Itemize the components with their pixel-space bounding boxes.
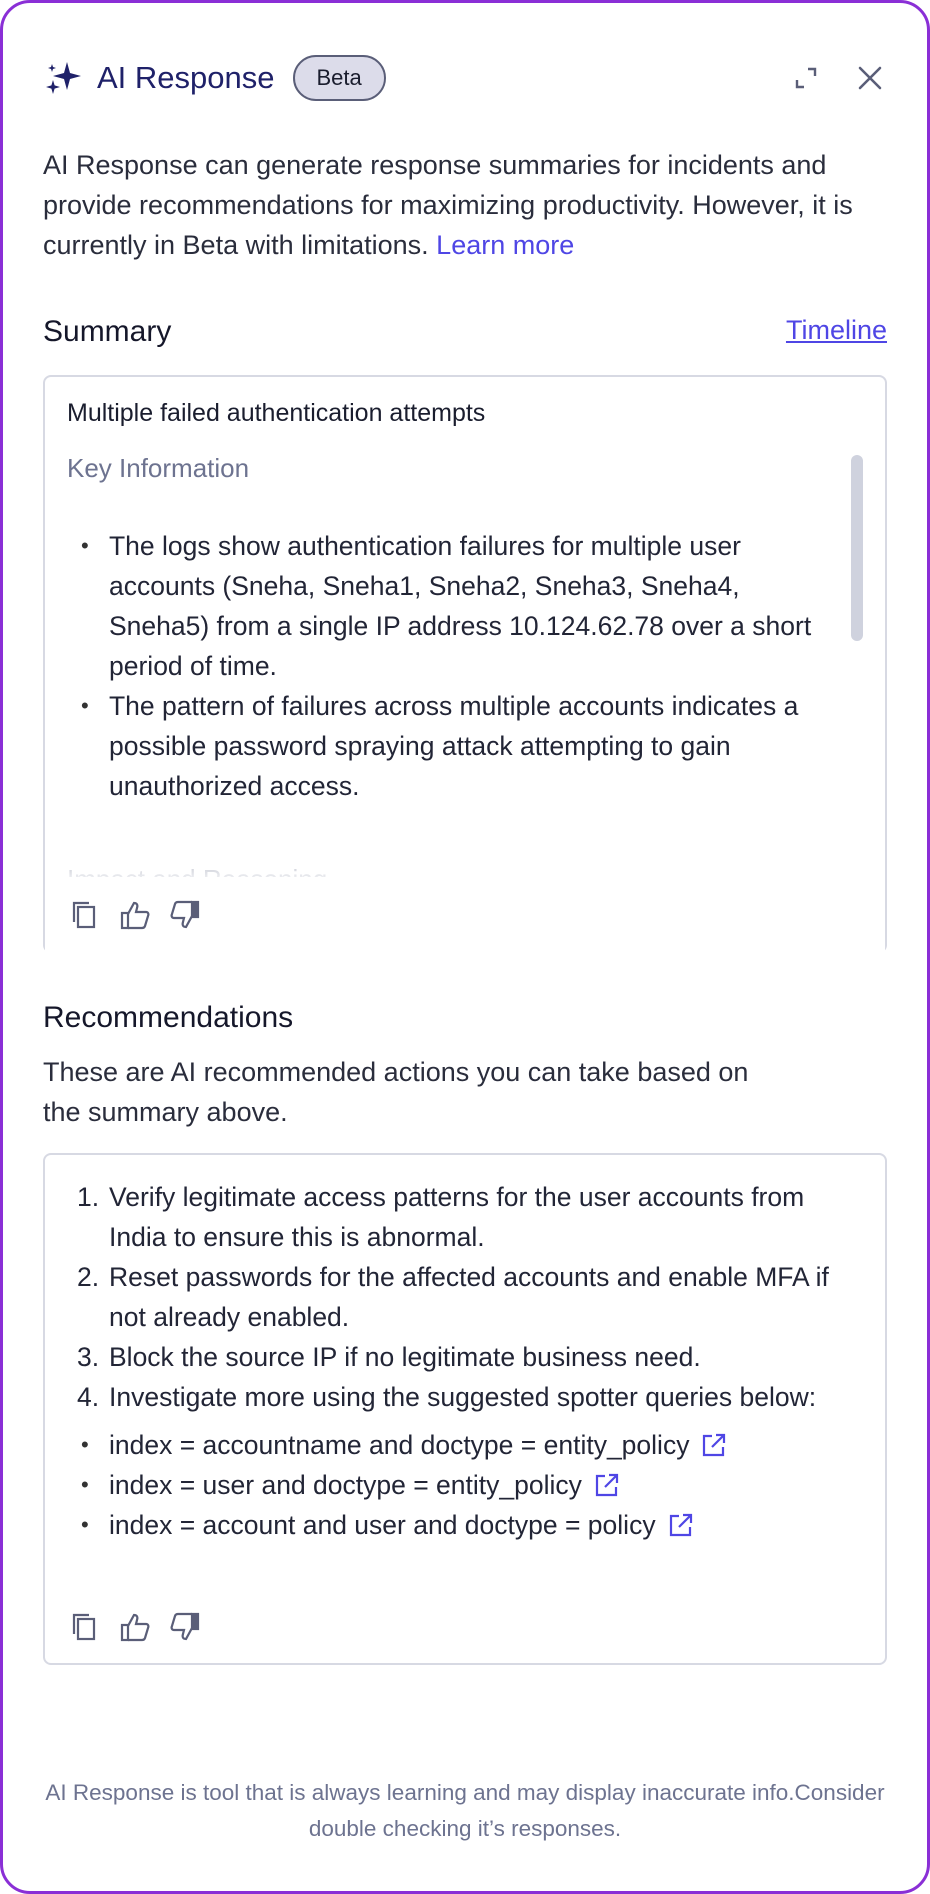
- summary-scroll-area[interactable]: [67, 453, 837, 853]
- list-item: [67, 1465, 863, 1505]
- thumbs-up-icon[interactable]: [119, 1611, 151, 1643]
- list-item: • The logs show authentication failures for multiple user accounts (Sneha, Sneha1, Sneha2, Sneha3, Sneha4, Sneha5) from a single IP address 10.124.62.78 over a short period of time.: [67, 526, 837, 686]
- step-number: 3.: [77, 1342, 100, 1372]
- recommendation-steps: [67, 1177, 863, 1417]
- list-item: [67, 1377, 863, 1417]
- external-link-icon[interactable]: [701, 1432, 727, 1458]
- expand-button[interactable]: [789, 61, 823, 95]
- panel-header: [43, 51, 887, 105]
- step-number: 4.: [77, 1382, 100, 1412]
- list-item: [67, 1505, 863, 1545]
- external-link-icon[interactable]: [668, 1512, 694, 1538]
- key-information-list: [67, 526, 837, 806]
- list-item: • The pattern of failures across multiple accounts indicates a possible password spraying attack attempting to gain unauthorized access.: [67, 686, 837, 806]
- thumbs-up-icon[interactable]: [119, 899, 151, 931]
- disclaimer-footer: AI Response is tool that is always learning and may display inaccurate info.Consider double checking it’s responses.: [45, 1780, 885, 1841]
- summary-card-title: Multiple failed authentication attempts: [67, 399, 486, 427]
- thumbs-down-icon[interactable]: [169, 899, 201, 931]
- step-text: Reset passwords for the affected accounts and enable MFA if not already enabled.: [109, 1262, 829, 1332]
- recommendations-content: [67, 1177, 863, 1545]
- summary-card: [43, 375, 887, 953]
- step-number: 2.: [77, 1262, 100, 1292]
- step-text: Verify legitimate access patterns for the user accounts from India to ensure this is abnormal.: [109, 1182, 805, 1252]
- header-actions: [789, 61, 887, 95]
- step-text: Investigate more using the suggested spotter queries below:: [109, 1382, 817, 1412]
- recommendations-heading: Recommendations: [43, 1001, 294, 1034]
- query-text: • index = user and doctype = entity_policy: [109, 1470, 582, 1500]
- list-item: [67, 1177, 863, 1257]
- key-information-heading: Key Information: [67, 453, 250, 483]
- timeline-link[interactable]: Timeline: [785, 315, 887, 345]
- query-text: • index = accountname and doctype = entity_policy: [109, 1430, 690, 1460]
- summary-heading: Summary: [43, 315, 172, 348]
- step-text: Block the source IP if no legitimate business need.: [109, 1342, 701, 1372]
- close-icon: [856, 64, 884, 92]
- list-item: [67, 1337, 863, 1377]
- sparkles-icon: [43, 58, 83, 98]
- learn-more-link[interactable]: Learn more: [436, 230, 575, 260]
- recommendations-feedback: [69, 1611, 201, 1643]
- summary-feedback: [69, 899, 201, 931]
- intro-description: AI Response can generate response summaries for incidents and provide recommendations for maximizing productivity. However, it is currently in Beta with limitations.: [43, 150, 853, 260]
- close-button[interactable]: [853, 61, 887, 95]
- copy-icon[interactable]: [69, 1611, 101, 1643]
- intro-text: [43, 145, 887, 265]
- recommendations-card: [43, 1153, 887, 1665]
- spotter-query-list: [67, 1425, 863, 1545]
- external-link-icon[interactable]: [594, 1472, 620, 1498]
- step-number: 1.: [77, 1182, 100, 1212]
- copy-icon[interactable]: [69, 899, 101, 931]
- summary-scrollbar[interactable]: [851, 455, 863, 641]
- thumbs-down-icon[interactable]: [169, 1611, 201, 1643]
- recommendations-description: These are AI recommended actions you can take based on the summary above.: [43, 1057, 749, 1127]
- beta-badge: Beta: [293, 55, 386, 101]
- expand-icon: [793, 65, 819, 91]
- panel-title: AI Response: [97, 60, 275, 95]
- list-item: [67, 1425, 863, 1465]
- list-item: [67, 1257, 863, 1337]
- query-text: • index = account and user and doctype = policy: [109, 1510, 656, 1540]
